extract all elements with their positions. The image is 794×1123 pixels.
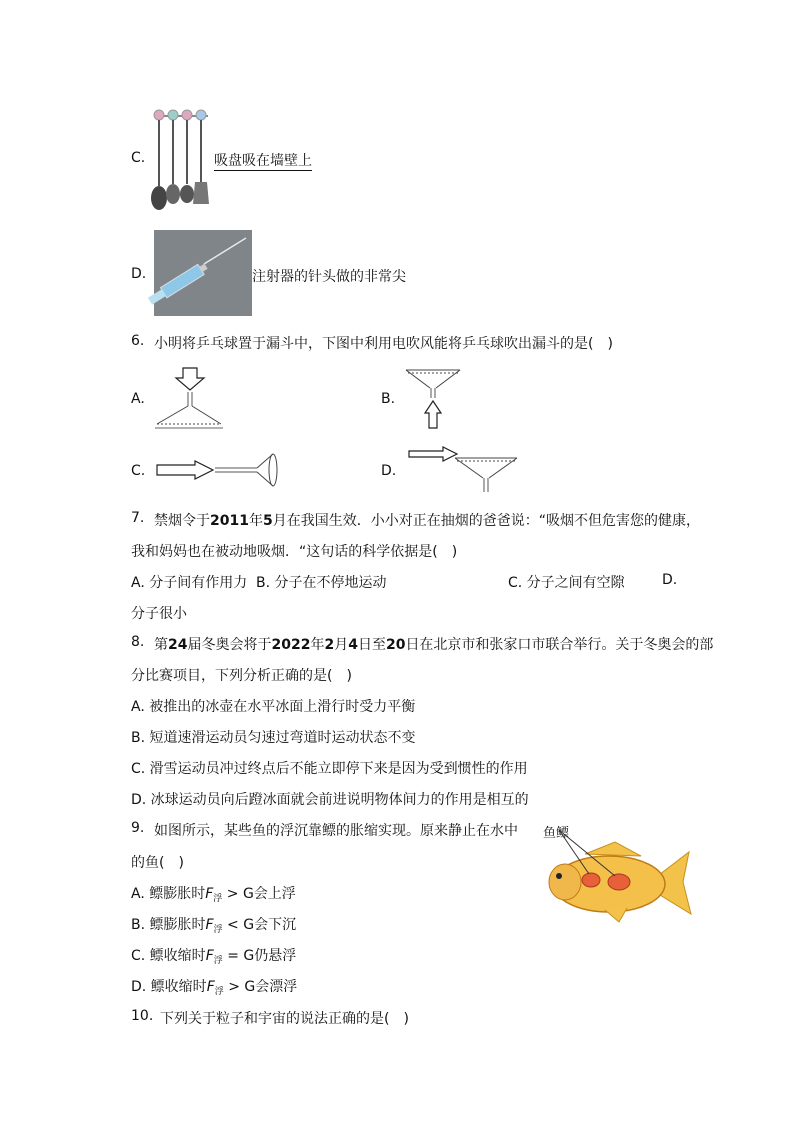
- q5-option-c-letter: C.: [131, 150, 146, 166]
- q9-option-c: [131, 945, 296, 965]
- q5-option-c-text: 吸盘吸在墙壁上: [214, 150, 312, 171]
- q5-option-d-text: 注射器的针头做的非常尖: [252, 269, 406, 285]
- q7-option-d-text: 分子很小: [131, 606, 187, 622]
- funnel-diagram-a: [155, 366, 225, 430]
- q8-p6: 日在北京市和张家口市联合举行。关于冬奥会的部: [405, 637, 714, 653]
- syringe-image: [154, 230, 252, 316]
- q9-stem: 如图所示，某些鱼的浮沉靠鳔的胀缩实现。原来静止在水中: [154, 823, 518, 839]
- q6-label-d: D.: [381, 463, 397, 479]
- q6-label-a: A.: [131, 391, 145, 407]
- q10-stem: 下列关于粒子和宇宙的说法正确的是( ): [160, 1011, 409, 1027]
- q8-day-end: 20: [385, 637, 406, 653]
- q9-a-sub: 浮: [213, 894, 223, 904]
- q9-option-d: [131, 976, 297, 996]
- q8-p3: 年: [310, 637, 325, 653]
- funnel-diagram-c: [155, 450, 281, 490]
- ladle-rack-image: [150, 106, 216, 212]
- q6-label-c: C.: [131, 463, 146, 479]
- q8-day-start: 4: [348, 637, 358, 653]
- q9-b-pre: B. 鳔膨胀时: [131, 917, 206, 933]
- q9-c-sub: 浮: [213, 956, 223, 966]
- q7-stem-line1: [154, 510, 700, 530]
- q8-stem-line1: [154, 634, 713, 654]
- q9-number: 9.: [131, 820, 145, 836]
- q9-b-rel: < G: [222, 917, 255, 933]
- q8-p2: 届冬奥会将于: [187, 637, 272, 653]
- q7-option-c: C. 分子之间有空隙: [508, 575, 625, 591]
- q8-option-b: B. 短道速滑运动员匀速过弯道时运动状态不变: [131, 730, 416, 746]
- q7-number: 7.: [131, 510, 145, 526]
- q9-d-post: 会漂浮: [255, 979, 298, 995]
- q9-b-post: 会下沉: [254, 917, 297, 933]
- fish-image: [545, 838, 693, 924]
- q7-year: 2011: [210, 513, 249, 529]
- q7-mid: 年: [248, 513, 263, 529]
- q5-option-d-letter: D.: [131, 266, 147, 282]
- q6-number: 6.: [131, 333, 145, 349]
- q8-p5: 日至: [357, 637, 386, 653]
- q9-c-post: 仍悬浮: [254, 948, 297, 964]
- q9-d-sub: 浮: [214, 987, 224, 997]
- q7-stem-pre: 禁烟令于: [154, 513, 210, 529]
- q9-a-rel: > G: [222, 886, 254, 902]
- q8-stem-line2: 分比赛项目，下列分析正确的是( ): [131, 668, 352, 684]
- q7-option-d-letter: D.: [662, 572, 678, 588]
- q9-option-b: [131, 914, 296, 934]
- q9-b-force: F: [205, 917, 214, 933]
- funnel-diagram-b: [404, 368, 464, 430]
- q6-stem: 小明将乒乓球置于漏斗中，下图中利用电吹风能将乒乓球吹出漏斗的是( ): [154, 336, 613, 352]
- q8-p1: 第: [154, 637, 168, 653]
- q6-label-b: B.: [381, 391, 396, 407]
- q7-option-b: B. 分子在不停地运动: [256, 575, 387, 591]
- q9-c-force: F: [205, 948, 214, 964]
- q9-d-pre: D. 鳔收缩时: [131, 979, 207, 995]
- q9-a-pre: A. 鳔膨胀时: [131, 886, 206, 902]
- q8-n24: 24: [168, 637, 188, 653]
- q8-number: 8.: [131, 634, 145, 650]
- q8-option-a: A. 被推出的冰壶在水平冰面上滑行时受力平衡: [131, 699, 416, 715]
- q7-option-a: A. 分子间有作用力: [131, 575, 248, 591]
- funnel-diagram-d: [407, 444, 521, 494]
- q8-p4: 月: [334, 637, 349, 653]
- q9-a-post: 会上浮: [253, 886, 296, 902]
- q9-d-force: F: [206, 979, 215, 995]
- q9-b-sub: 浮: [213, 925, 223, 935]
- q7-month: 5: [262, 513, 273, 529]
- q8-month: 2: [324, 637, 335, 653]
- fish-bladder-label: 鱼鳔: [543, 826, 570, 841]
- q7-stem-post: 月在我国生效．小小对正在抽烟的爸爸说：“吸烟不但危害您的健康，: [272, 513, 700, 529]
- q7-stem-line2: 我和妈妈也在被动地吸烟．“这句话的科学依据是( ): [131, 544, 458, 560]
- q9-c-pre: C. 鳔收缩时: [131, 948, 206, 964]
- q9-a-force: F: [205, 886, 214, 902]
- q9-c-rel: = G: [222, 948, 255, 964]
- q10-number: 10.: [131, 1008, 154, 1024]
- q9-option-a: [131, 883, 296, 903]
- q8-year: 2022: [271, 637, 311, 653]
- q8-option-d: D. 冰球运动员向后蹬冰面就会前进说明物体间力的作用是相互的: [131, 792, 529, 808]
- q9-stem-line2: 的鱼( ): [131, 855, 184, 871]
- q8-option-c: C. 滑雪运动员冲过终点后不能立即停下来是因为受到惯性的作用: [131, 761, 528, 777]
- q9-d-rel: > G: [223, 979, 256, 995]
